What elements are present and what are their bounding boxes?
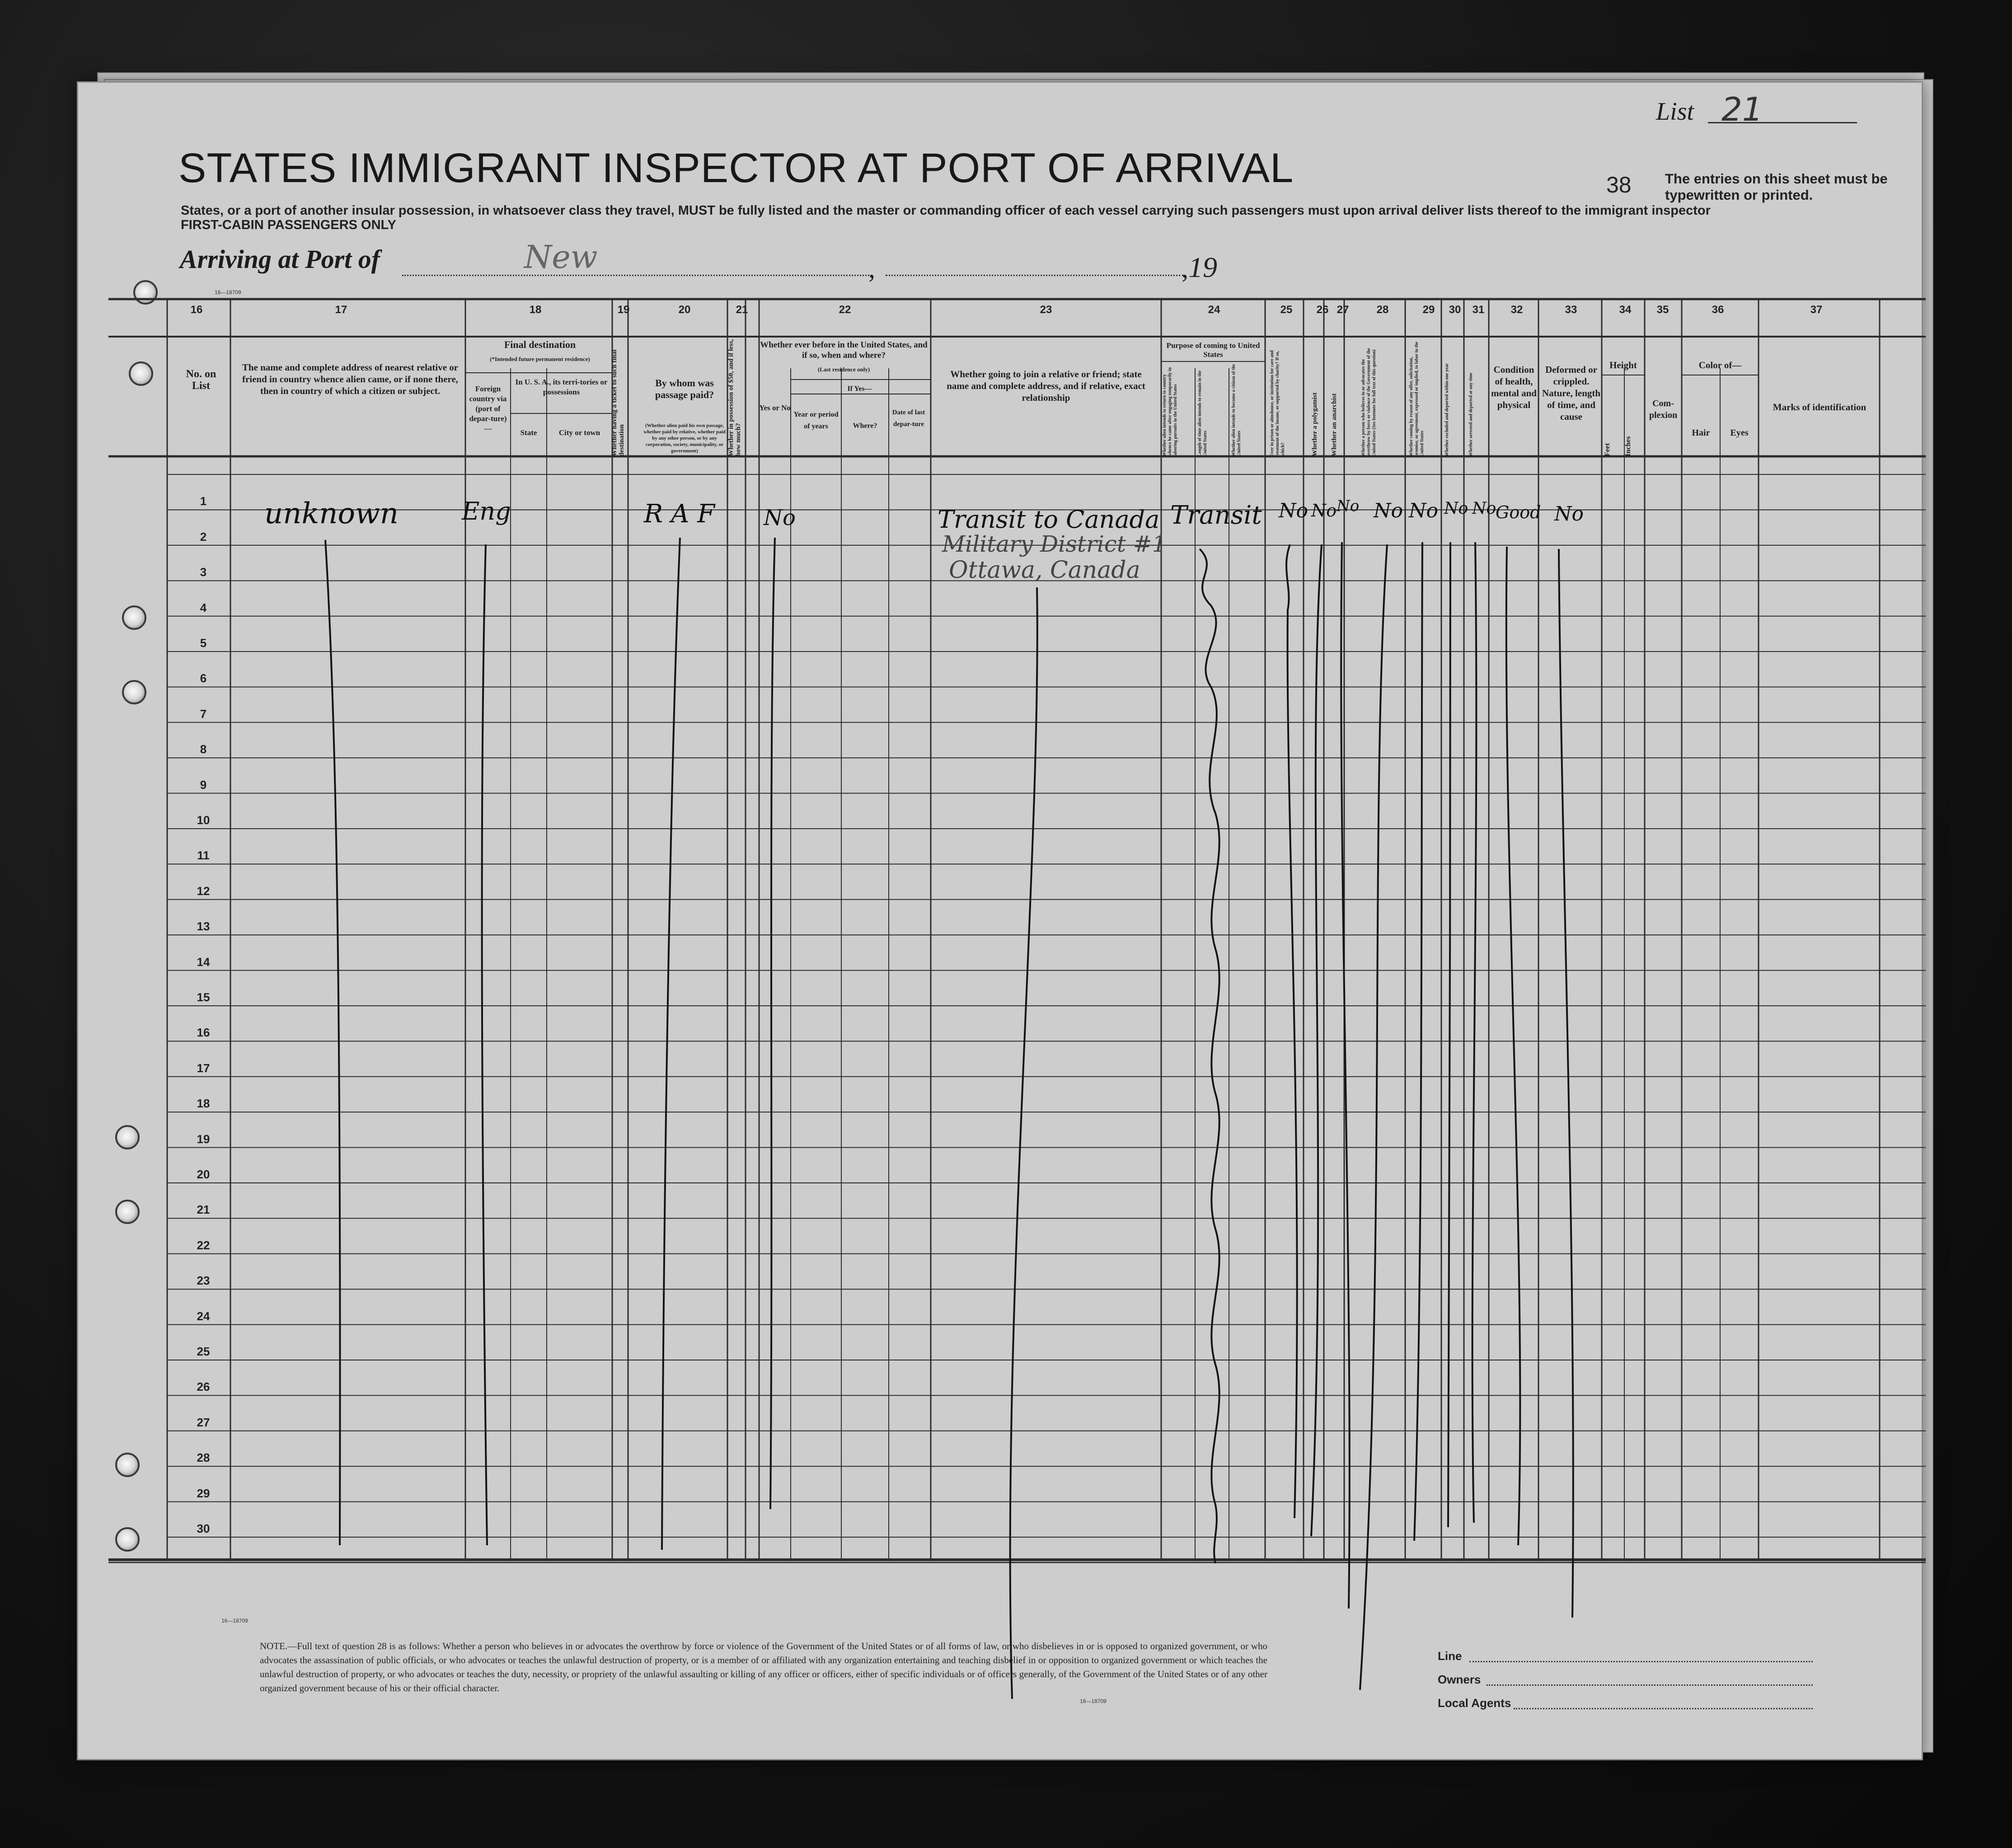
ditto-line xyxy=(662,538,680,1550)
entry-overthrow: No xyxy=(1374,499,1403,522)
column-number: 24 xyxy=(1208,304,1220,316)
column-number: 37 xyxy=(1810,304,1823,316)
header-by-whom: By whom was passage paid? xyxy=(655,377,714,400)
row-number: 9 xyxy=(200,778,207,792)
header-foreign-country: Foreign country via (port of depar-ture)— xyxy=(469,385,507,433)
entry-excluded: No xyxy=(1444,499,1468,518)
entry-offer: No xyxy=(1409,499,1438,522)
header-purpose-length: Length of time alien intends to remain in the United States xyxy=(1197,371,1208,456)
column-number: 30 xyxy=(1449,304,1461,316)
column-number: 19 xyxy=(617,304,630,316)
column-number: 29 xyxy=(1422,304,1435,316)
entry-ever-before: No xyxy=(764,505,796,530)
row-number: 23 xyxy=(197,1274,210,1288)
header-date-last: Date of last depar-ture xyxy=(892,409,925,428)
header-arrested: Whether arrested and deported at any time xyxy=(1468,372,1473,456)
instruction-text: States, or a port of another insular possession, in whatsoever class they travel, MUST be fully listed and the master or commanding officer of each vessel carrying such passengers must upon arrival deliver lists thereof to the immigrant inspector xyxy=(181,203,1711,218)
footnote-question-28: NOTE.—Full text of question 28 is as follows: Whether a person who believes in or advocates the overthrow by force or violence of the Government of the United States or of all forms of law, or who disbelieves in or is opposed to organized government, or who advocates the assassination of public officials, or who advocates or teaches the unlawful destruction of property, or is a member of or affiliated with any organization entertaining and teaching disbelief in or opposition to organized government or which teaches the unlawful destruction of property, or who advocates or teaches the duty, necessity, or propriety of the unlawful assaulting or killing of any officer or officers, either of specific individuals or of officers generally, of the Government of the United States or of any other organized government because of his or their official character. xyxy=(260,1641,1267,1693)
column-number: 31 xyxy=(1472,304,1485,316)
header-fifty-dollars: Whether in possession of $50, and if less, how much? xyxy=(727,339,742,456)
ditto-line xyxy=(1311,544,1322,1536)
entry-health: Good xyxy=(1496,502,1541,522)
header-marks: Marks of identification xyxy=(1773,402,1867,413)
row-number: 6 xyxy=(200,671,207,685)
column-number: 17 xyxy=(335,304,347,316)
row-number: 3 xyxy=(200,565,207,579)
comma: , xyxy=(1182,253,1188,283)
arriving-label: Arriving at Port of xyxy=(180,244,380,274)
row-number: 28 xyxy=(197,1451,210,1465)
entry-paid-by: R A F xyxy=(644,499,715,529)
row-number: 18 xyxy=(197,1097,210,1111)
column-number: 18 xyxy=(529,304,542,316)
row-number: 10 xyxy=(197,813,210,827)
header-ever-before-sub: (Last residence only) xyxy=(817,366,870,373)
owners-field xyxy=(1487,1684,1813,1686)
header-height: Height xyxy=(1609,360,1637,371)
ditto-line xyxy=(1200,549,1219,1563)
row-number: 14 xyxy=(197,955,210,969)
column-number: 28 xyxy=(1376,304,1389,316)
row-number: 4 xyxy=(200,600,207,614)
header-inches: Inches xyxy=(1624,436,1632,456)
header-hair: Hair xyxy=(1692,428,1710,438)
ditto-line xyxy=(1341,542,1350,1609)
sheet-number: 38 xyxy=(1606,172,1632,197)
ditto-line xyxy=(482,544,487,1545)
header-offer: Whether coming by reason of any offer, solicitation, promise, or agreement, expressed or implied, to labor in the United States xyxy=(1409,342,1425,456)
entry-foreign-country: Eng xyxy=(462,497,511,525)
header-polygamist: Whether a polygamist xyxy=(1311,392,1318,456)
header-joining: Whether going to join a relative or friend; state name and complete address, and if relative, exact relationship xyxy=(947,369,1145,403)
row-number: 24 xyxy=(197,1309,210,1323)
header-ever-before: Whether ever before in the United States, and if so, when and where? xyxy=(760,340,928,360)
ditto-line xyxy=(1506,547,1520,1545)
ditto-line xyxy=(1473,542,1477,1523)
entry-deformed: No xyxy=(1554,502,1584,525)
header-relative: The name and complete address of nearest relative or friend in country whence alien came, or if none there, then in country of which a citizen or subject. xyxy=(242,362,459,396)
header-yes-no: Yes or No xyxy=(759,403,791,412)
form-number: 16—18709 xyxy=(215,289,241,295)
header-purpose-return: Whether alien intends to return to country whence he came after engaging temporarily in laboring pursuits in the United States xyxy=(1162,367,1178,456)
header-final-destination: Final destination xyxy=(504,339,576,350)
ditto-line xyxy=(1010,587,1037,1699)
row-number: 16 xyxy=(197,1026,210,1040)
row-number: 21 xyxy=(197,1203,210,1217)
row-number: 11 xyxy=(197,849,210,863)
column-number: 35 xyxy=(1656,304,1669,316)
row-number: 2 xyxy=(200,530,207,544)
entry-polygamist: No xyxy=(1311,501,1337,521)
header-excluded: Whether excluded and deported within one year xyxy=(1445,363,1449,456)
form-title: STATES IMMIGRANT INSPECTOR AT PORT OF ARRIVAL xyxy=(178,145,1294,191)
ditto-line xyxy=(1559,549,1573,1618)
header-deformed: Deformed or crippled. Nature, length of time, and cause xyxy=(1542,364,1601,422)
row-number: 8 xyxy=(200,742,207,756)
column-number: 21 xyxy=(736,304,748,316)
row-number: 22 xyxy=(197,1238,210,1252)
header-year-period: Year or period of years xyxy=(793,411,839,430)
form-number: 16—18709 xyxy=(221,1618,248,1624)
row-number: 5 xyxy=(200,636,207,650)
header-state: State xyxy=(520,428,537,437)
line-field xyxy=(1469,1661,1813,1662)
entry-arrested: No xyxy=(1472,499,1496,518)
column-number: 34 xyxy=(1619,304,1632,316)
header-feet: Feet xyxy=(1604,443,1611,456)
port-handwritten: New xyxy=(524,239,598,276)
row-number: 27 xyxy=(197,1415,210,1429)
first-cabin-label: FIRST-CABIN PASSENGERS ONLY xyxy=(181,218,396,232)
row-number: 30 xyxy=(197,1522,210,1535)
row-number: 7 xyxy=(200,707,207,721)
entry-purpose: Transit xyxy=(1170,501,1262,530)
ditto-line xyxy=(325,540,340,1545)
local-agents-field xyxy=(1514,1708,1813,1709)
header-city: City or town xyxy=(558,428,600,437)
row-number: 15 xyxy=(197,990,210,1004)
header-anarchist: Whether an anarchist xyxy=(1331,393,1338,456)
header-prison: Ever in prison or almshouse, or institution for care and treatment of the insane, or supported by charity? If so, which? xyxy=(1270,350,1285,456)
row-number: 19 xyxy=(197,1132,210,1146)
header-in-usa: In U. S. A., its terri-tories or possessions xyxy=(515,378,608,396)
row-number: 29 xyxy=(197,1486,210,1500)
header-ticket: Whether having a ticket to such final destination xyxy=(611,349,625,456)
ditto-line xyxy=(1448,542,1451,1527)
header-overthrow: Whether a person who believes in or advocates the overthrow by force or violence of the Government of the United States (See footnote for full text of this question) xyxy=(1361,348,1377,456)
entry-prison: No xyxy=(1279,499,1308,522)
list-number: 21 xyxy=(1721,90,1763,128)
header-where: Where? xyxy=(853,422,877,430)
row-number: 17 xyxy=(197,1061,210,1075)
column-number: 16 xyxy=(190,304,203,316)
header-if-yes: If Yes— xyxy=(847,385,872,393)
header-purpose: Purpose of coming to United States xyxy=(1166,341,1260,359)
ditto-line xyxy=(1414,542,1422,1541)
header-final-destination-sub: (*Intended future permanent residence) xyxy=(490,356,590,362)
row-number: 20 xyxy=(197,1168,210,1181)
typewritten-notice: The entries on this sheet must be typewritten or printed. xyxy=(1665,171,1888,203)
ditto-line xyxy=(1286,544,1297,1518)
row-number: 1 xyxy=(200,494,207,508)
header-eyes: Eyes xyxy=(1730,428,1749,438)
list-label: List xyxy=(1656,98,1694,126)
column-number: 32 xyxy=(1510,304,1523,316)
ditto-line xyxy=(770,538,775,1509)
comma: , xyxy=(868,253,875,283)
row-number: 12 xyxy=(197,884,210,898)
column-number: 26 xyxy=(1316,304,1329,316)
column-number: 27 xyxy=(1337,304,1349,316)
line-label: Line xyxy=(1438,1649,1462,1663)
row-number: 13 xyxy=(197,919,210,933)
entry-joining-line3: Ottawa, Canada xyxy=(949,557,1140,584)
ditto-line xyxy=(1360,544,1387,1690)
owners-label: Owners xyxy=(1438,1673,1481,1686)
local-agents-label: Local Agents xyxy=(1438,1696,1511,1710)
column-number: 20 xyxy=(678,304,691,316)
header-health: Condition of health, mental and physical xyxy=(1491,364,1537,410)
header-no-on-list: No. on List xyxy=(186,368,216,392)
column-number: 33 xyxy=(1565,304,1577,316)
header-purpose-citizen: Whether alien intends to become a citizen of the United States xyxy=(1231,364,1242,456)
header-by-whom-sub: (Whether alien paid his own passage, whether paid by relative, whether paid by any other person, or by any corporation, society, municipality, or government) xyxy=(643,423,726,454)
column-number: 23 xyxy=(1040,304,1052,316)
entry-joining-line1: Transit to Canada xyxy=(938,505,1160,534)
row-number: 25 xyxy=(197,1345,210,1358)
entry-anarchist: No xyxy=(1337,497,1360,515)
column-number: 36 xyxy=(1712,304,1724,316)
row-number: 26 xyxy=(197,1380,210,1394)
column-number: 22 xyxy=(839,304,851,316)
entry-joining-line2: Military District #1 xyxy=(942,531,1167,557)
header-color-of: Color of— xyxy=(1698,360,1742,371)
header-complexion: Com-plexion xyxy=(1649,399,1678,420)
column-number: 25 xyxy=(1280,304,1293,316)
year-label: 19 xyxy=(1188,251,1217,283)
form-number: 16—18709 xyxy=(1080,1698,1107,1704)
entry-relative: unknown xyxy=(264,497,399,530)
